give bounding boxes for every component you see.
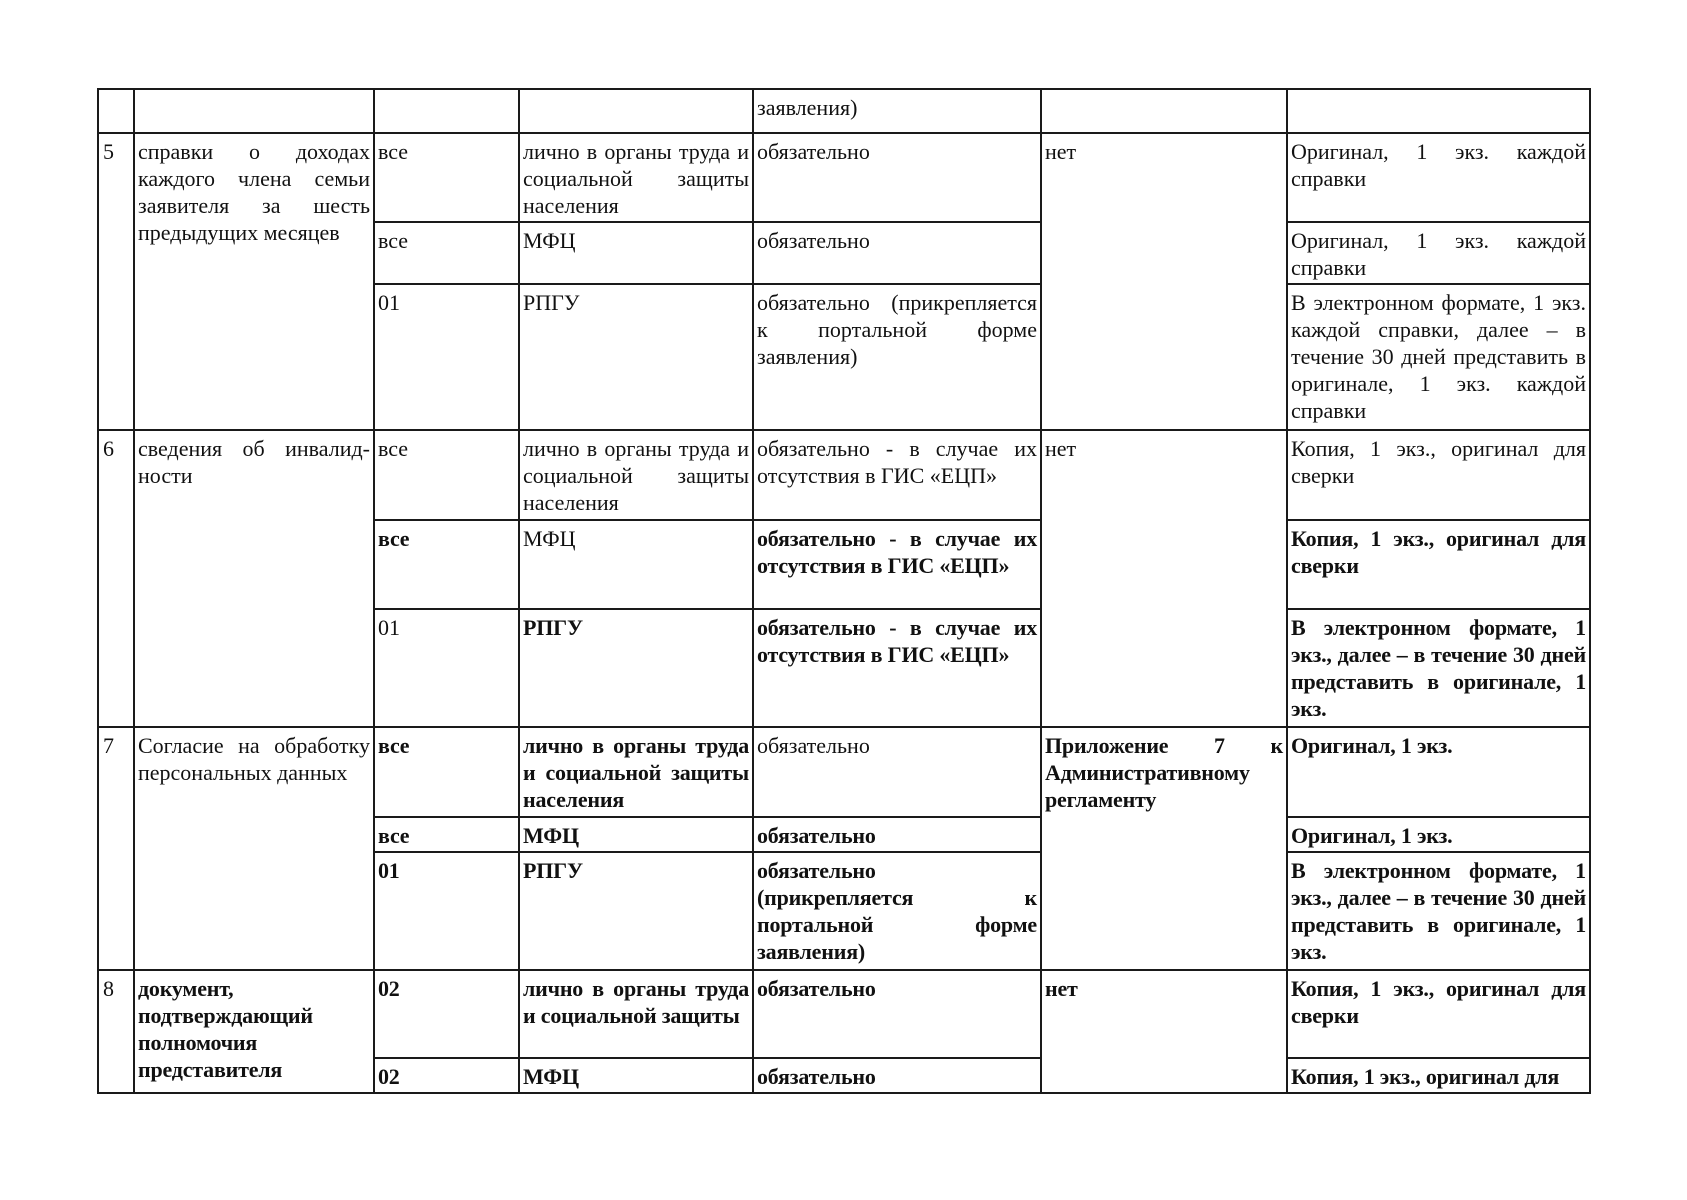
category-cell bbox=[374, 609, 519, 727]
category-text: 02 bbox=[378, 1064, 400, 1089]
form-text: В электронном формате, 1 экз. каждой справки, далее – в течение 30 дней представить в оригинале, 1 экз. каждой справки bbox=[1291, 290, 1586, 423]
table-row bbox=[98, 133, 1590, 222]
form-cell bbox=[1287, 727, 1590, 817]
category-text: 01 bbox=[378, 290, 400, 315]
table-row bbox=[98, 727, 1590, 817]
status-cell bbox=[753, 970, 1041, 1058]
form-text: Копия, 1 экз., оригинал для сверки bbox=[1291, 976, 1586, 1028]
row-number-cell bbox=[98, 133, 134, 430]
category-cell bbox=[374, 520, 519, 609]
category-text: все bbox=[378, 823, 410, 848]
category-text: 01 bbox=[378, 858, 400, 883]
form-text: Оригинал, 1 экз. каждой справки bbox=[1291, 139, 1586, 191]
requirement-cell bbox=[1041, 133, 1287, 430]
table-row bbox=[98, 89, 1590, 133]
status-text: обязательно bbox=[757, 228, 870, 253]
category-cell bbox=[374, 817, 519, 852]
channel-cell bbox=[519, 970, 753, 1058]
status-cell bbox=[753, 520, 1041, 609]
channel-cell bbox=[519, 133, 753, 222]
row-number: 6 bbox=[103, 436, 114, 461]
category-cell bbox=[374, 727, 519, 817]
document-name-cell bbox=[134, 970, 374, 1093]
status-cell bbox=[753, 727, 1041, 817]
status-cell bbox=[753, 852, 1041, 970]
requirement-cell bbox=[1041, 727, 1287, 970]
row-number-cell bbox=[98, 727, 134, 970]
status-text: обязательно - в случае их отсутствия в ГИС «ЕЦП» bbox=[757, 436, 1037, 488]
channel-text: МФЦ bbox=[523, 228, 576, 253]
form-cell bbox=[1287, 817, 1590, 852]
channel-text: МФЦ bbox=[523, 823, 579, 848]
status-text: обязательно bbox=[757, 139, 870, 164]
category-text: все bbox=[378, 526, 410, 551]
form-cell bbox=[1287, 430, 1590, 520]
form-cell bbox=[1287, 222, 1590, 284]
requirement-cell bbox=[1041, 430, 1287, 727]
document-name-cell bbox=[134, 727, 374, 970]
form-text: В электронном формате, 1 экз., далее – в течение 30 дней представить в оригинале, 1 экз. bbox=[1291, 858, 1586, 964]
category-text: все bbox=[378, 436, 409, 461]
category-text: все bbox=[378, 228, 409, 253]
status-text: обязательно - в случае их отсутствия в ГИС «ЕЦП» bbox=[757, 615, 1037, 667]
table-row bbox=[98, 430, 1590, 520]
status-cell bbox=[753, 817, 1041, 852]
channel-cell bbox=[519, 727, 753, 817]
requirement-cell bbox=[1041, 89, 1287, 133]
requirement-text: нет bbox=[1045, 436, 1077, 461]
form-text: Оригинал, 1 экз. каждой справки bbox=[1291, 228, 1586, 280]
status-text: обязательно bbox=[757, 976, 876, 1001]
status-text: обязательно bbox=[757, 733, 870, 758]
form-text: В электронном формате, 1 экз., далее – в течение 30 дней представить в оригинале, 1 экз. bbox=[1291, 615, 1586, 721]
status-text: обязательно (прикрепляется к портальной форме заявления) bbox=[757, 290, 1037, 369]
channel-text: МФЦ bbox=[523, 1064, 579, 1089]
category-cell bbox=[374, 1058, 519, 1093]
channel-cell bbox=[519, 430, 753, 520]
channel-cell bbox=[519, 1058, 753, 1093]
form-cell bbox=[1287, 609, 1590, 727]
channel-cell bbox=[519, 222, 753, 284]
category-cell bbox=[374, 970, 519, 1058]
category-cell bbox=[374, 133, 519, 222]
form-text: Оригинал, 1 экз. bbox=[1291, 733, 1453, 758]
status-text: заявления) bbox=[757, 95, 858, 120]
form-cell bbox=[1287, 852, 1590, 970]
requirement-text: Приложение 7 к Административному регламенту bbox=[1045, 733, 1283, 812]
row-number: 7 bbox=[103, 733, 114, 758]
document-name: сведения об инвалид-ности bbox=[138, 436, 370, 488]
document-name: Согласие на обработку персональных данных bbox=[138, 733, 370, 785]
category-text: 02 bbox=[378, 976, 400, 1001]
document-name: документ, подтверждающий полномочия представителя bbox=[138, 976, 313, 1082]
category-text: все bbox=[378, 139, 409, 164]
row-number-cell bbox=[98, 970, 134, 1093]
requirement-cell bbox=[1041, 970, 1287, 1093]
channel-cell bbox=[519, 609, 753, 727]
channel-text: РПГУ bbox=[523, 858, 583, 883]
channel-text: МФЦ bbox=[523, 526, 576, 551]
channel-cell bbox=[519, 520, 753, 609]
status-text: обязательно bbox=[757, 823, 876, 848]
form-text: Копия, 1 экз., оригинал для сверки bbox=[1291, 526, 1586, 578]
requirement-text: нет bbox=[1045, 976, 1078, 1001]
category-cell bbox=[374, 284, 519, 430]
status-cell bbox=[753, 133, 1041, 222]
document-name-cell bbox=[134, 89, 374, 133]
status-cell bbox=[753, 609, 1041, 727]
document-name-cell bbox=[134, 430, 374, 727]
form-text: Оригинал, 1 экз. bbox=[1291, 823, 1453, 848]
channel-text: лично в органы труда и социальной защиты населения bbox=[523, 733, 749, 812]
document-name: справки о доходах каждого члена семьи заявителя за шесть предыдущих месяцев bbox=[138, 139, 370, 245]
channel-text: РПГУ bbox=[523, 290, 580, 315]
channel-cell bbox=[519, 89, 753, 133]
form-cell bbox=[1287, 1058, 1590, 1093]
form-cell bbox=[1287, 520, 1590, 609]
form-text: Копия, 1 экз., оригинал для bbox=[1291, 1064, 1560, 1089]
row-number: 8 bbox=[103, 976, 114, 1001]
channel-text: лично в органы труда и социальной защиты населения bbox=[523, 436, 749, 515]
status-text: обязательно - в случае их отсутствия в ГИС «ЕЦП» bbox=[757, 526, 1037, 578]
table-row bbox=[98, 970, 1590, 1058]
channel-cell bbox=[519, 817, 753, 852]
status-text: обязательно bbox=[757, 1064, 876, 1089]
channel-text: лично в органы труда и социальной защиты bbox=[523, 976, 749, 1028]
status-cell bbox=[753, 430, 1041, 520]
status-cell bbox=[753, 222, 1041, 284]
requirement-text: нет bbox=[1045, 139, 1077, 164]
category-text: все bbox=[378, 733, 410, 758]
category-text: 01 bbox=[378, 615, 400, 640]
status-cell bbox=[753, 89, 1041, 133]
channel-cell bbox=[519, 852, 753, 970]
category-cell bbox=[374, 89, 519, 133]
channel-text: лично в органы труда и социальной защиты населения bbox=[523, 139, 749, 218]
form-cell bbox=[1287, 284, 1590, 430]
status-cell bbox=[753, 284, 1041, 430]
category-cell bbox=[374, 222, 519, 284]
category-cell bbox=[374, 852, 519, 970]
row-number-cell bbox=[98, 89, 134, 133]
document-name-cell bbox=[134, 133, 374, 430]
documents-table bbox=[97, 88, 1591, 1094]
channel-cell bbox=[519, 284, 753, 430]
channel-text: РПГУ bbox=[523, 615, 583, 640]
form-cell bbox=[1287, 133, 1590, 222]
form-cell bbox=[1287, 970, 1590, 1058]
category-cell bbox=[374, 430, 519, 520]
row-number: 5 bbox=[103, 139, 114, 164]
form-text: Копия, 1 экз., оригинал для сверки bbox=[1291, 436, 1586, 488]
form-cell bbox=[1287, 89, 1590, 133]
row-number-cell bbox=[98, 430, 134, 727]
status-text: обязательно (прикрепляется к портальной форме заявления) bbox=[757, 858, 1037, 964]
status-cell bbox=[753, 1058, 1041, 1093]
